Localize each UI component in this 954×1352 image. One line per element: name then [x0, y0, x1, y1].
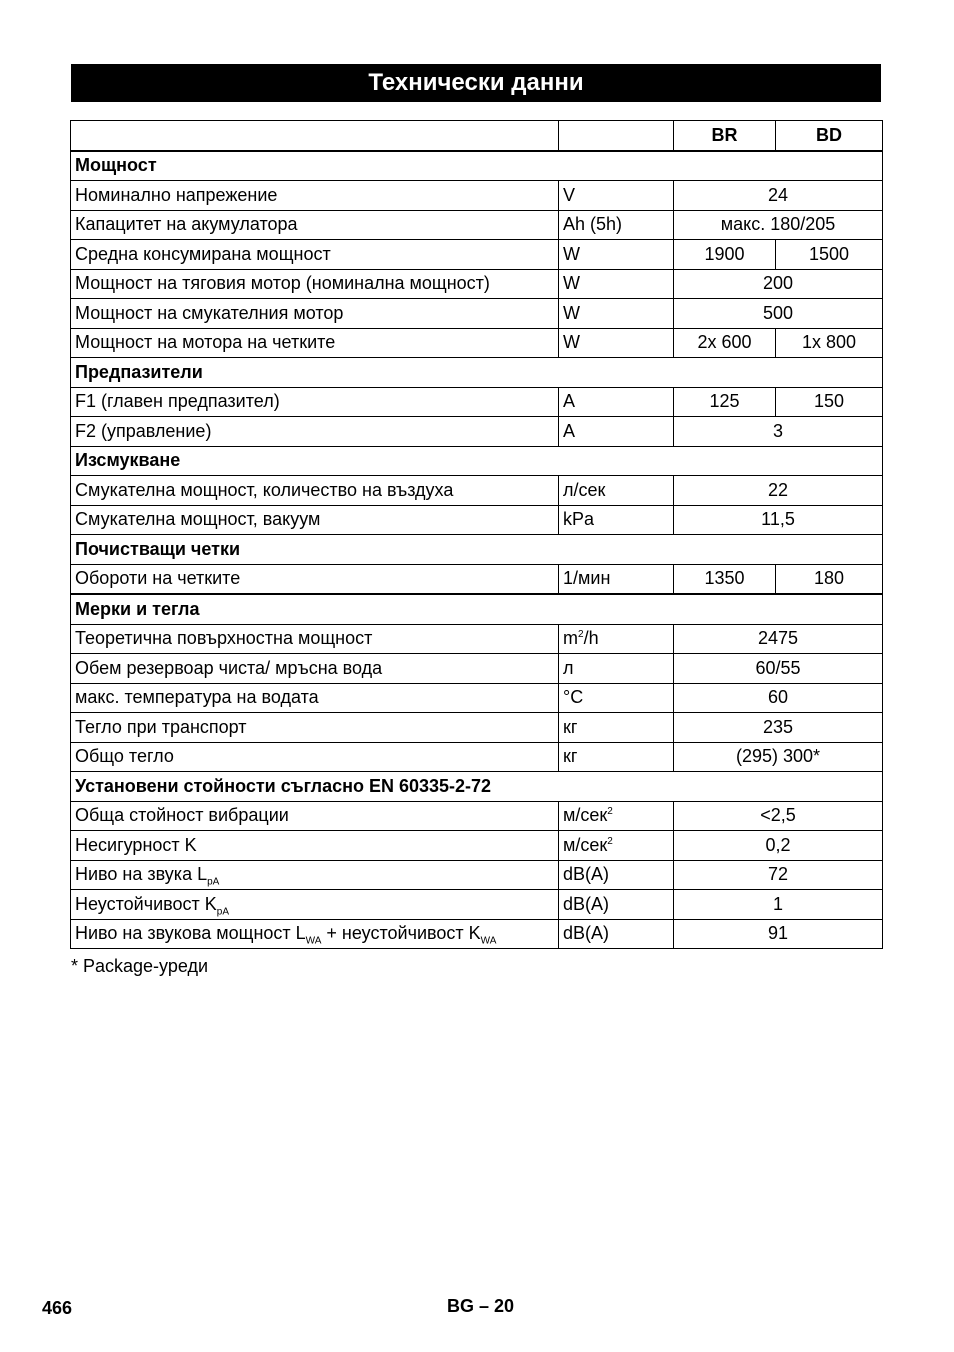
row-value: 60	[674, 683, 883, 713]
row-unit: кг	[559, 742, 674, 772]
section-row	[71, 535, 883, 565]
row-unit: dB(A)	[559, 860, 674, 890]
row-unit	[559, 624, 674, 654]
section-fuses: Предпазители	[71, 358, 883, 388]
row-unit: л/сек	[559, 476, 674, 506]
row-value-br: 125	[674, 387, 776, 417]
page-number: 466	[42, 1298, 73, 1318]
row-unit: dB(A)	[559, 919, 674, 949]
row-value: 235	[674, 713, 883, 743]
unit-base: m	[563, 628, 578, 649]
label-sub-a: WA	[305, 935, 322, 947]
row-unit: A	[559, 417, 674, 447]
section-row	[71, 358, 883, 388]
label-sub-b: WA	[480, 935, 497, 947]
label-sub: pA	[216, 906, 230, 918]
row-unit: кг	[559, 713, 674, 743]
row-unit: л	[559, 654, 674, 684]
row-unit: W	[559, 240, 674, 270]
row-unit: Ah (5h)	[559, 210, 674, 240]
row-label: Общо тегло	[71, 742, 559, 772]
section-values: Установени стойности съгласно EN 60335-2-72	[71, 772, 883, 802]
row-label: Обща стойност вибрации	[71, 801, 559, 831]
row-value: 11,5	[674, 505, 883, 535]
row-label: Обем резервоар чиста/ мръсна вода	[71, 654, 559, 684]
unit-rest: /h	[583, 628, 599, 649]
row-label	[71, 890, 559, 920]
row-unit	[559, 831, 674, 861]
table-row	[71, 890, 883, 920]
row-unit: kPa	[559, 505, 674, 535]
label-part-a: Ниво на звукова мощност L	[75, 923, 306, 944]
row-value: 72	[674, 860, 883, 890]
table-row	[71, 417, 883, 447]
unit-sup: 2	[607, 806, 613, 818]
table-row	[71, 654, 883, 684]
row-value: <2,5	[674, 801, 883, 831]
row-value: 91	[674, 919, 883, 949]
row-value-bd: 1500	[776, 240, 883, 270]
row-unit: 1/мин	[559, 564, 674, 594]
row-label: Смукателна мощност, вакуум	[71, 505, 559, 535]
row-label: F1 (главен предпазител)	[71, 387, 559, 417]
table-row	[71, 505, 883, 535]
unit-base: м/сек	[563, 834, 608, 855]
row-unit: V	[559, 181, 674, 211]
header-cell-empty	[71, 121, 559, 151]
table-row	[71, 742, 883, 772]
row-unit: W	[559, 328, 674, 358]
row-unit: °C	[559, 683, 674, 713]
label-base: Ниво на звука L	[75, 864, 208, 885]
table-header-row	[71, 121, 883, 151]
table-row	[71, 476, 883, 506]
table-row	[71, 624, 883, 654]
section-row	[71, 151, 883, 181]
section-dims: Мерки и тегла	[71, 594, 883, 624]
row-unit: A	[559, 387, 674, 417]
row-value-br: 1900	[674, 240, 776, 270]
row-label: Тегло при транспорт	[71, 713, 559, 743]
row-value-br: 1350	[674, 564, 776, 594]
row-value: 200	[674, 269, 883, 299]
section-row	[71, 446, 883, 476]
row-value: (295) 300*	[674, 742, 883, 772]
table-row	[71, 683, 883, 713]
row-value: 1	[674, 890, 883, 920]
row-value-bd: 1x 800	[776, 328, 883, 358]
row-label: Капацитет на акумулатора	[71, 210, 559, 240]
table-row	[71, 210, 883, 240]
section-brushes: Почистващи четки	[71, 535, 883, 565]
header-cell-unit	[559, 121, 674, 151]
header-cell-br: BR	[674, 121, 776, 151]
table-row	[71, 801, 883, 831]
label-part-b: + неустойчивост K	[321, 923, 481, 944]
table-row	[71, 713, 883, 743]
unit-sup: 2	[578, 629, 584, 641]
row-unit: W	[559, 269, 674, 299]
section-suction: Изсмукване	[71, 446, 883, 476]
row-unit: dB(A)	[559, 890, 674, 920]
table-row	[71, 299, 883, 329]
row-label: Обороти на четките	[71, 564, 559, 594]
table-row	[71, 328, 883, 358]
unit-sup: 2	[607, 835, 613, 847]
row-value-bd: 180	[776, 564, 883, 594]
row-unit: W	[559, 299, 674, 329]
row-value-bd: 150	[776, 387, 883, 417]
row-label: Мощност на мотора на четките	[71, 328, 559, 358]
row-label: Мощност на смукателния мотор	[71, 299, 559, 329]
section-power: Мощност	[71, 151, 883, 181]
table-row	[71, 181, 883, 211]
label-base: Неустойчивост K	[75, 893, 217, 914]
row-label: Мощност на тяговия мотор (номинална мощност)	[71, 269, 559, 299]
row-label: F2 (управление)	[71, 417, 559, 447]
row-unit	[559, 801, 674, 831]
table-row	[71, 387, 883, 417]
header-cell-bd: BD	[776, 121, 883, 151]
row-value: 2475	[674, 624, 883, 654]
row-label: Смукателна мощност, количество на въздуха	[71, 476, 559, 506]
page-title: Технически данни	[71, 64, 881, 102]
row-label: Несигурност K	[71, 831, 559, 861]
row-value: 3	[674, 417, 883, 447]
row-label	[71, 919, 559, 949]
row-value: 22	[674, 476, 883, 506]
row-label: Номинално напрежение	[71, 181, 559, 211]
row-value: макс. 180/205	[674, 210, 883, 240]
row-value-br: 2x 600	[674, 328, 776, 358]
section-row	[71, 772, 883, 802]
label-sub: pA	[207, 876, 220, 888]
table-row	[71, 564, 883, 594]
row-value: 24	[674, 181, 883, 211]
unit-base: м/сек	[563, 805, 608, 826]
table-row	[71, 919, 883, 949]
row-label	[71, 860, 559, 890]
technical-data-table	[70, 120, 883, 949]
table-row	[71, 860, 883, 890]
row-label: макс. температура на водата	[71, 683, 559, 713]
row-value: 0,2	[674, 831, 883, 861]
row-label: Теоретична повърхностна мощност	[71, 624, 559, 654]
table-row	[71, 240, 883, 270]
table-row	[71, 831, 883, 861]
table-row	[71, 269, 883, 299]
page-code: BG – 20	[447, 1296, 515, 1316]
row-value: 60/55	[674, 654, 883, 684]
footnote: * Package-уреди	[71, 956, 209, 976]
row-label: Средна консумирана мощност	[71, 240, 559, 270]
row-value: 500	[674, 299, 883, 329]
section-row	[71, 594, 883, 624]
